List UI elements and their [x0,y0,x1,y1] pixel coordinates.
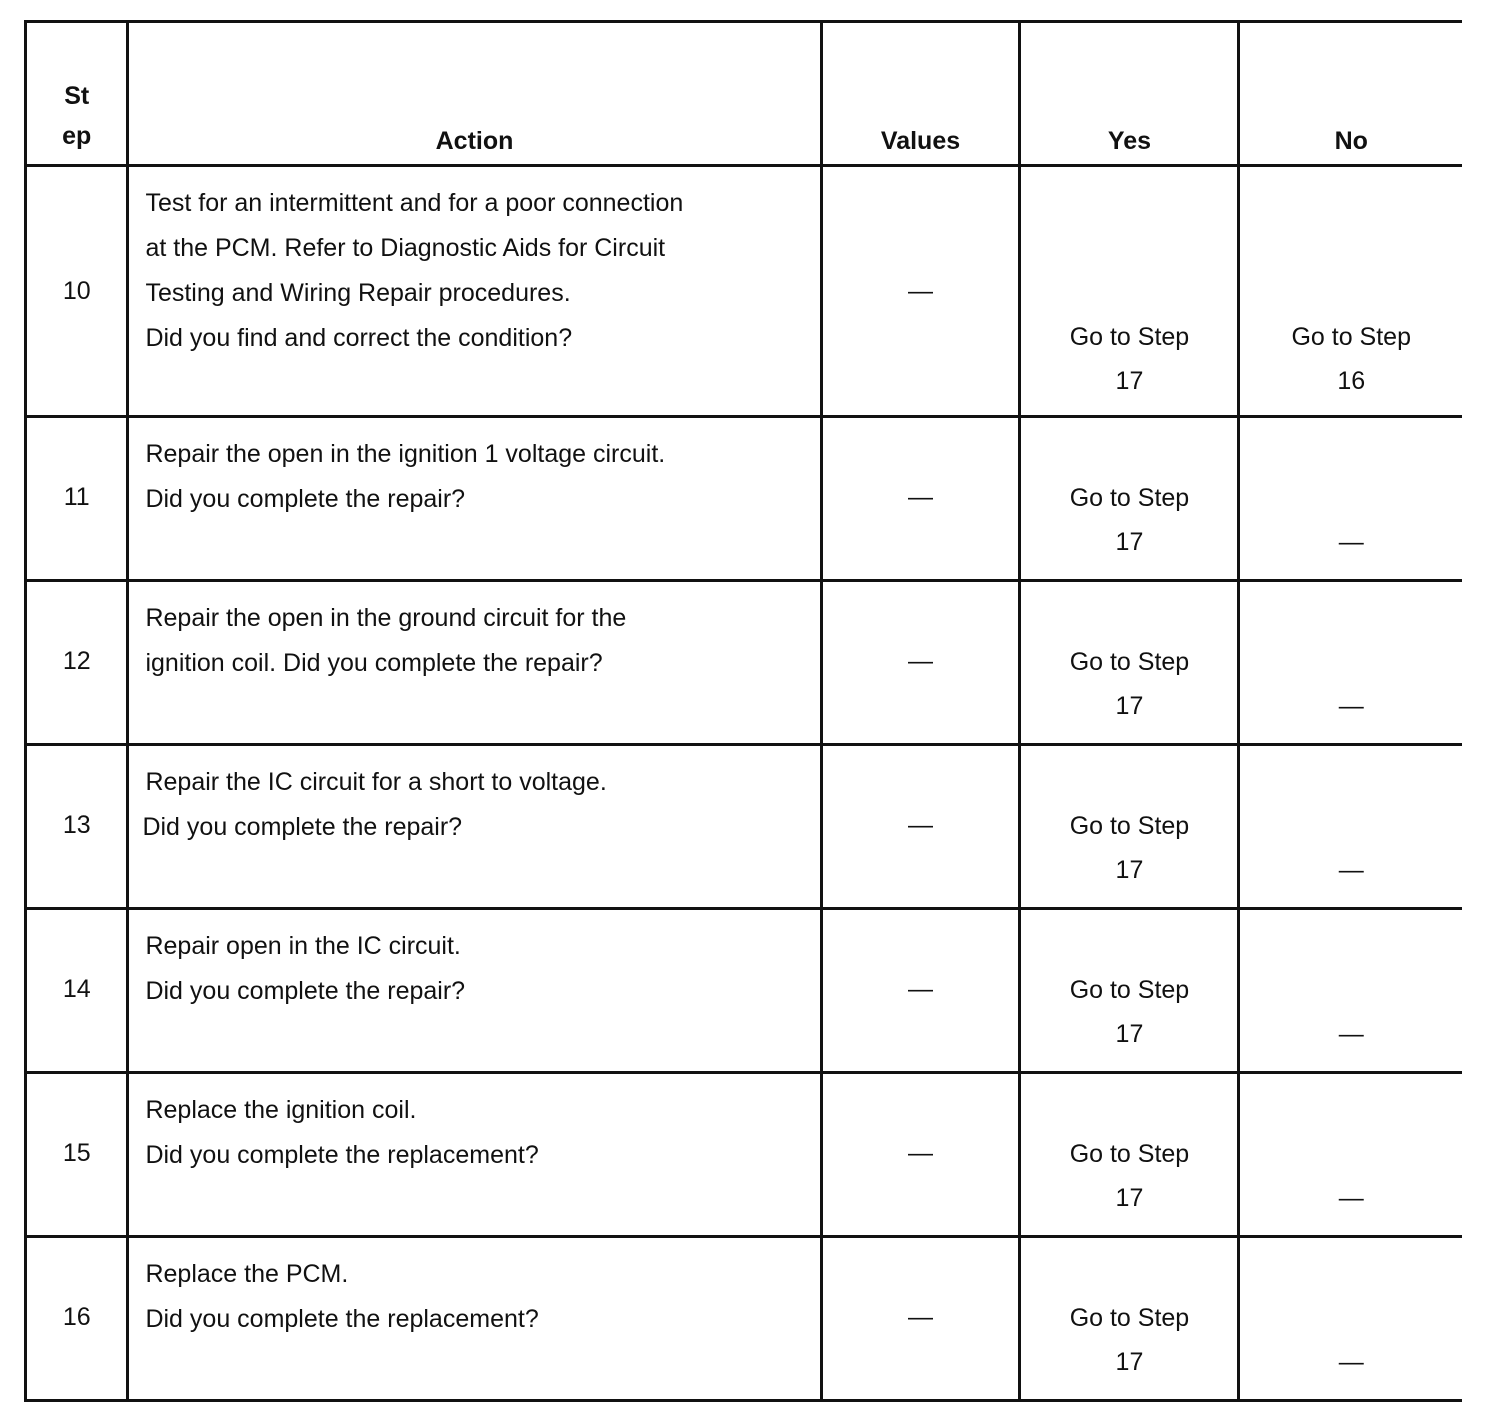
action-line: Did you complete the repair? [145,485,466,513]
table-row [26,1073,1463,1237]
action-line: Replace the ignition coil. [145,1096,417,1124]
no-go-to-step [1240,315,1462,403]
action-line: at the PCM. Refer to Diagnostic Aids for Circuit [145,234,666,262]
yes-cell [1020,1237,1239,1401]
step-cell [26,417,128,581]
action-line: Did you complete the replacement? [145,1305,539,1333]
yes-go-to-step [1021,315,1237,403]
diagnostic-table [24,20,1462,1402]
values-dash: — [908,277,934,305]
table-row [26,581,1463,745]
yes-cell [1020,745,1239,909]
no-cell [1239,1237,1462,1401]
action-line: Did you complete the replacement? [145,1141,539,1169]
header-step-line1: St [64,82,90,110]
table-row [26,417,1463,581]
yes-step-number: 17 [1115,856,1144,884]
yes-go-label: Go to Step [1069,812,1190,840]
no-go-label: Go to Step [1291,323,1411,351]
header-no: No [1239,22,1462,166]
table-row [26,909,1463,1073]
header-step [26,22,128,166]
values-dash: — [908,647,934,675]
step-number: 16 [62,1303,91,1331]
values-dash: — [908,1303,934,1331]
step-number: 13 [62,811,91,839]
action-cell [128,581,821,745]
table-header-row [26,22,1463,166]
action-line: Did you find and correct the condition? [145,324,573,352]
values-cell [821,1073,1020,1237]
yes-cell [1020,581,1239,745]
step-number: 15 [62,1139,91,1167]
yes-step-number: 17 [1115,692,1144,720]
no-cell [1239,166,1462,417]
step-cell [26,1073,128,1237]
action-line: Replace the PCM. [145,1260,349,1288]
yes-go-to-step [1021,968,1237,1056]
yes-step-number: 17 [1115,1020,1144,1048]
action-cell [128,1237,821,1401]
action-line: Repair the open in the ground circuit for the [145,604,627,632]
values-dash: — [908,483,934,511]
no-dash: — [1338,692,1364,720]
yes-step-number: 17 [1115,528,1144,556]
no-dash: — [1338,528,1364,556]
table-row [26,1237,1463,1401]
values-cell [821,166,1020,417]
header-values: Values [821,22,1020,166]
no-cell [1239,745,1462,909]
values-cell [821,417,1020,581]
no-cell [1239,1073,1462,1237]
action-line: Repair open in the IC circuit. [145,932,461,960]
values-cell [821,909,1020,1073]
yes-step-number: 17 [1115,1184,1144,1212]
values-cell [821,1237,1020,1401]
yes-go-label: Go to Step [1069,976,1190,1004]
yes-cell [1020,166,1239,417]
action-cell [128,745,821,909]
yes-go-to-step [1021,1296,1237,1384]
step-number: 14 [62,975,91,1003]
action-cell [128,417,821,581]
no-cell [1239,417,1462,581]
table-row [26,745,1463,909]
no-dash: — [1338,1020,1364,1048]
header-yes: Yes [1020,22,1239,166]
values-cell [821,581,1020,745]
action-line: Test for an intermittent and for a poor connection [145,189,684,217]
no-cell [1239,909,1462,1073]
action-line: ignition coil. Did you complete the repair? [145,649,603,677]
yes-step-number: 17 [1115,1348,1144,1376]
action-line: Did you complete the repair? [145,977,466,1005]
step-cell [26,1237,128,1401]
no-dash: — [1338,1348,1364,1376]
yes-go-label: Go to Step [1069,484,1190,512]
action-line: Repair the IC circuit for a short to voltage. [145,768,607,796]
header-step-line2: ep [62,122,92,150]
step-cell [26,745,128,909]
values-dash: — [908,811,934,839]
action-line: Repair the open in the ignition 1 voltage circuit. [145,440,666,468]
step-number: 12 [62,647,91,675]
step-cell [26,581,128,745]
no-dash: — [1338,856,1364,884]
values-dash: — [908,1139,934,1167]
header-action: Action [128,22,821,166]
action-cell [128,909,821,1073]
yes-go-label: Go to Step [1069,1304,1190,1332]
values-cell [821,745,1020,909]
action-cell [128,166,821,417]
step-cell [26,909,128,1073]
step-number: 11 [63,483,90,511]
action-cell [128,1073,821,1237]
yes-go-to-step [1021,476,1237,564]
no-step-number: 16 [1337,367,1366,395]
table-row [26,166,1463,417]
values-dash: — [908,975,934,1003]
yes-go-to-step [1021,1132,1237,1220]
no-cell [1239,581,1462,745]
yes-go-label: Go to Step [1069,648,1190,676]
yes-go-to-step [1021,640,1237,728]
yes-go-label: Go to Step [1069,323,1190,351]
step-number: 10 [62,277,91,305]
yes-cell [1020,417,1239,581]
yes-go-label: Go to Step [1069,1140,1190,1168]
yes-cell [1020,1073,1239,1237]
action-line: Testing and Wiring Repair procedures. [145,279,571,307]
no-dash: — [1338,1184,1364,1212]
yes-step-number: 17 [1115,367,1144,395]
yes-go-to-step [1021,804,1237,892]
yes-cell [1020,909,1239,1073]
action-line: Did you complete the repair? [142,813,463,841]
step-cell [26,166,128,417]
